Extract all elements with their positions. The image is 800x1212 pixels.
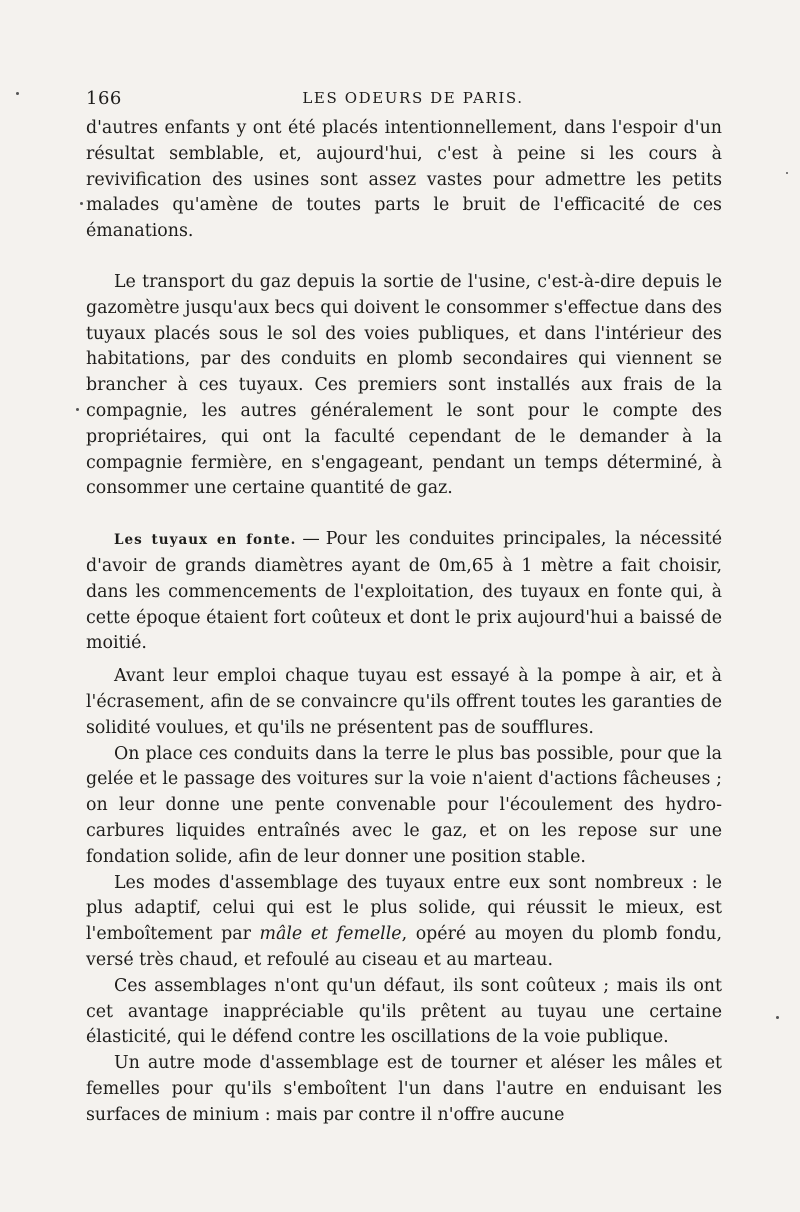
- assembly-text-after: , opéré au moyen du plomb fondu, versé très chaud, et refoulé au ciseau et au marteau.: [86, 924, 722, 970]
- paragraph-assembly-modes: [86, 871, 722, 974]
- page-number: 166: [86, 88, 122, 109]
- paragraph-continued: d'autres enfants y ont été placés intentionnellement, dans l'espoir d'un résultat semblable, et, aujourd'hui, c'est à peine si les cours à revivification des usines sont assez vastes pour admettre les petits malades qu'amène de toutes parts le bruit de l'efficacité de ces émanations.: [86, 118, 722, 242]
- section-paragraph: [86, 527, 722, 657]
- running-title: LES ODEURS DE PARIS.: [302, 89, 524, 107]
- paper-speck: [786, 172, 788, 174]
- section-heading: Les tuyaux en fonte.: [114, 532, 297, 549]
- paper-speck: [16, 92, 19, 95]
- paragraph-gas-transport: Le transport du gaz depuis la sortie de l'usine, c'est-à-dire depuis le gazomètre jusqu'aux becs qui doivent le consommer s'effectue dans des tuyaux placés sous le sol des voies publiques, et dans l'intérieur des habitations, par des conduits en plomb secondaires qui viennent se brancher à ces tuyaux. Ces premiers sont installés aux frais de la compagnie, les autres généralement le sont pour le compte des propriétaires, qui ont la faculté cependant de le demander à la compagnie fermière, en s'engageant, pendant un temps déterminé, à consommer une certaine quantité de gaz.: [86, 271, 722, 499]
- paragraph-other-assembly: Un autre mode d'assemblage est de tourner et aléser les mâles et femelles pour qu'ils s'emboîtent l'un dans l'autre en enduisant les surfaces de minium : mais par contre il n'offre aucune: [86, 1053, 722, 1125]
- paper-speck: [76, 408, 79, 411]
- body-text: [86, 116, 722, 1128]
- paragraph-placement: On place ces conduits dans la terre le plus bas possible, pour que la gelée et le passage des voitures sur la voie n'aient d'actions fâcheuses ; on leur donne une pente convenable pour l'écoulement des hydro-carbures liquides entraînés avec le gaz, et on les repose sur une fondation solide, afin de leur donner une position stable.: [86, 743, 722, 867]
- running-head: [86, 88, 722, 112]
- assembly-text-before: Les modes d'assemblage des tuyaux entre eux sont nombreux : le plus adaptif, celui qui est le plus solide, qui réussit le mieux, est l'emboîtement par: [86, 872, 722, 945]
- paper-speck: [80, 202, 83, 205]
- section-first-paragraph: Pour les conduites principales, la nécessité d'avoir de grands diamètres ayant de 0m,65 à 1 mètre a fait choisir, dans les commencements de l'exploitation, des tuyaux en fonte qui, à cette époque étaient fort coûteux et dont le prix aujourd'hui a baissé de moitié.: [86, 529, 722, 654]
- paragraph-assembly-defect: Ces assemblages n'ont qu'un défaut, ils sont coûteux ; mais ils ont cet avantage inappréciable qu'ils prêtent au tuyau une certaine élasticité, qui le défend contre les oscillations de la voie publique.: [86, 975, 722, 1048]
- heading-dash: —: [302, 529, 320, 550]
- paragraph-testing: Avant leur emploi chaque tuyau est essayé à la pompe à air, et à l'écrasement, afin de se convaincre qu'ils offrent toutes les garanties de solidité voulues, et qu'ils ne présentent pas de soufflures.: [86, 666, 722, 738]
- paper-speck: [776, 1016, 779, 1019]
- assembly-term-emphasis: mâle et femelle: [259, 924, 402, 945]
